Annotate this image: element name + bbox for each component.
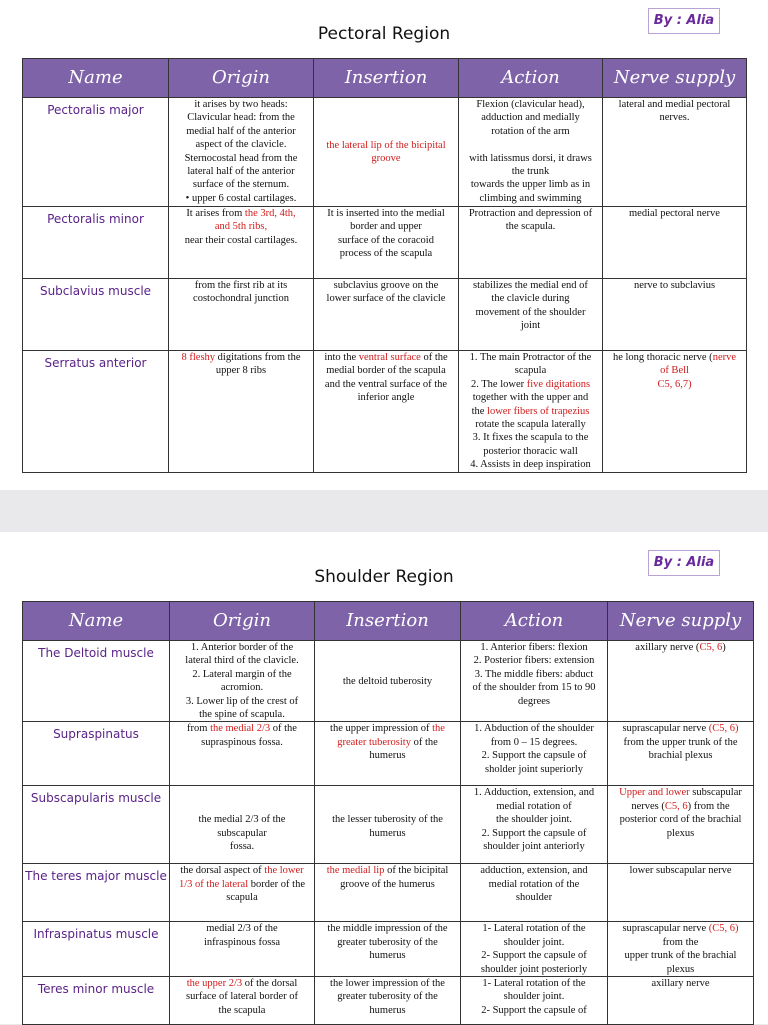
column-header-nerve: Nerve supply <box>603 59 747 98</box>
text-run: 2- Support the capsule of <box>481 950 587 962</box>
text-run: nerve to subclavius <box>633 280 716 291</box>
highlight-text: lower fibers of trapezius <box>487 405 590 417</box>
origin-cell <box>169 351 314 473</box>
text-run: the medial 2/3 of the <box>198 814 286 826</box>
highlight-text: C5, 6,7) <box>657 378 692 390</box>
text-run: adduction, extension, and <box>480 865 588 877</box>
text-run: the middle impression of the <box>327 923 448 935</box>
text-run: 3. The middle fibers: abduct <box>474 668 594 680</box>
text-run: 2. Support the capsule of <box>481 827 587 839</box>
muscle-name: The teres major muscle <box>23 864 170 922</box>
origin-cell <box>169 98 314 207</box>
nerve-cell <box>603 98 747 207</box>
nerve-cell <box>603 279 747 351</box>
text-run: and the ventral surface of the <box>324 378 448 390</box>
author-badge: By : Alia <box>648 8 720 34</box>
text-run: 1- Lateral rotation of the <box>482 923 586 935</box>
highlight-text: the <box>432 723 445 735</box>
text-run: border of the <box>248 878 305 890</box>
text-run: of the <box>410 736 438 748</box>
table-row <box>23 207 747 279</box>
text-run: inferior angle <box>357 392 415 404</box>
text-run: ) <box>722 642 726 653</box>
muscle-name: Teres minor muscle <box>23 977 170 1025</box>
highlight-text: five digitations <box>526 378 591 390</box>
text-run: 3. Lower lip of the crest of <box>185 695 299 707</box>
shoulder-table <box>22 601 754 1025</box>
action-cell <box>459 279 603 351</box>
muscle-name: Pectoralis minor <box>23 207 169 279</box>
text-run: greater tuberosity of the <box>337 936 438 948</box>
text-run: the shoulder joint. <box>495 814 573 826</box>
highlight-text: 1/3 of the lateral <box>179 878 249 890</box>
header-row <box>23 59 747 98</box>
nerve-cell <box>608 922 754 977</box>
highlight-text: the lower <box>264 865 304 877</box>
text-run: lower subscapular nerve <box>629 865 732 877</box>
text-run: acromion. <box>220 682 264 694</box>
text-run: movement of the shoulder <box>475 306 586 318</box>
origin-cell <box>170 641 315 722</box>
text-run: border and upper <box>350 221 422 233</box>
origin-cell <box>169 279 314 351</box>
text-run: 2. The lower <box>470 378 527 390</box>
muscle-name: Supraspinatus <box>23 722 170 786</box>
table-row <box>23 641 754 722</box>
text-run: medial half of the anterior <box>186 125 296 137</box>
text-run: the upper impression of <box>330 723 433 735</box>
highlight-text: the 3rd, 4th, <box>244 208 296 219</box>
muscle-name: Infraspinatus muscle <box>23 922 170 977</box>
text-run: of the dorsal <box>242 978 298 990</box>
text-run: nerves. <box>659 112 690 124</box>
text-run: 1- Lateral rotation of the <box>482 978 586 990</box>
text-run: humerus <box>369 1004 406 1016</box>
highlight-text: the medial lip <box>326 865 385 877</box>
highlight-text: and 5th ribs, <box>214 221 268 233</box>
text-run: plexus <box>666 963 695 975</box>
text-run: 2. Lateral margin of the <box>192 668 292 680</box>
text-run: medial 2/3 of the <box>206 923 278 935</box>
column-header-origin: Origin <box>170 602 315 641</box>
highlight-text: the upper 2/3 <box>186 978 243 990</box>
highlight-text: Upper and lower <box>619 787 690 799</box>
text-run: medial border of the scapula <box>326 365 446 377</box>
text-run: scapula <box>226 892 258 904</box>
origin-cell <box>170 922 315 977</box>
text-run: medial rotation of <box>496 800 572 812</box>
highlight-text: (C5, 6) <box>708 723 739 735</box>
text-run: lateral and medial pectoral <box>618 99 731 110</box>
text-run: Sternocostal head from the <box>184 152 298 164</box>
text-run: plexus <box>666 827 695 839</box>
text-run: fossa. <box>229 841 255 853</box>
text-run: degrees <box>517 695 551 707</box>
text-run: posterior cord of the brachial <box>619 814 742 826</box>
text-run: the scapula. <box>505 221 556 233</box>
nerve-cell <box>608 786 754 864</box>
highlight-text: of Bell <box>660 365 689 377</box>
text-run: humerus <box>369 950 406 962</box>
text-run: climbing and swimming <box>479 192 582 204</box>
text-run: surface of the sternum. <box>192 179 290 191</box>
text-run: It arises from <box>186 208 245 219</box>
table-row <box>23 922 754 977</box>
column-header-action: Action <box>461 602 608 641</box>
text-run: of the bicipital <box>384 865 449 877</box>
text-run: subclavius groove on the <box>333 280 439 291</box>
text-run: of the <box>270 723 297 735</box>
table-row <box>23 98 747 207</box>
action-cell <box>459 207 603 279</box>
text-run: 1. Anterior fibers: flexion <box>480 642 588 653</box>
text-run: axillary nerve <box>651 978 710 990</box>
text-run: surface of the coracoid <box>338 234 434 246</box>
text-run: Protraction and depression of <box>468 208 593 219</box>
text-run: the trunk <box>511 166 550 178</box>
text-run: supraspinous fossa. <box>201 736 283 748</box>
action-cell <box>461 641 608 722</box>
text-run: the dorsal aspect of <box>180 865 265 877</box>
action-cell <box>459 98 603 207</box>
column-header-nerve: Nerve supply <box>608 602 754 641</box>
action-cell <box>461 786 608 864</box>
insertion-cell <box>314 351 459 473</box>
text-run: 1. Abduction of the shoulder <box>474 723 594 735</box>
text-run: joint <box>520 320 541 332</box>
text-run: from <box>187 723 211 735</box>
origin-cell <box>170 722 315 786</box>
text-run: of the <box>420 352 448 363</box>
nerve-cell <box>608 722 754 786</box>
text-run: 1. Anterior border of the <box>190 642 294 653</box>
text-run: the lesser tuberosity of the <box>332 814 443 826</box>
muscle-name: Serratus anterior <box>23 351 169 473</box>
text-run: stabilizes the medial end of <box>473 280 588 291</box>
text-run: humerus <box>369 750 406 762</box>
origin-cell <box>170 864 315 922</box>
insertion-cell <box>315 922 461 977</box>
page-pectoral <box>0 0 768 490</box>
text-run: the spine of scapula. <box>199 709 285 721</box>
text-run: shoulder joint. <box>503 991 565 1003</box>
column-header-insertion: Insertion <box>314 59 459 98</box>
column-header-action: Action <box>459 59 603 98</box>
text-run: sholder joint superiorly <box>485 763 583 775</box>
text-run: humerus <box>369 827 406 839</box>
text-run: from the upper trunk of the <box>623 736 738 748</box>
muscle-name: Subclavius muscle <box>23 279 169 351</box>
nerve-cell <box>608 864 754 922</box>
text-run: groove of the humerus <box>340 878 435 890</box>
table-row <box>23 786 754 864</box>
pectoral-table <box>22 58 747 473</box>
table-row <box>23 977 754 1025</box>
text-run: costochondral junction <box>193 293 289 305</box>
text-run: 1. The main Protractor of the <box>469 352 592 363</box>
text-run: into the <box>324 352 359 363</box>
table-row <box>23 864 754 922</box>
text-run: lateral half of the anterior <box>187 166 295 178</box>
text-run: 4. Assists in deep inspiration <box>470 459 591 471</box>
text-run: 2- Support the capsule of <box>481 1004 587 1016</box>
text-run: the deltoid tuberosity <box>342 675 433 687</box>
text-run: the lower impression of the <box>330 978 445 990</box>
text-run: Clavicular head: from the <box>187 112 295 124</box>
muscle-name: Subscapularis muscle <box>23 786 170 864</box>
text-run: digitations from the <box>215 352 301 363</box>
text-run: nerves ( <box>631 800 665 812</box>
text-run: medial rotation of the <box>488 878 580 890</box>
text-run: posterior thoracic wall <box>483 445 578 457</box>
text-run: 3. It fixes the scapula to the <box>472 432 589 444</box>
highlight-text: 8 fleshy <box>181 352 216 363</box>
text-run: upper 8 ribs <box>215 365 267 377</box>
insertion-cell <box>315 722 461 786</box>
text-run: aspect of the clavicle. <box>195 139 287 151</box>
text-run: brachial plexus <box>648 750 713 762</box>
text-run: shoulder joint. <box>503 936 565 948</box>
text-run: 1. Adduction, extension, and <box>473 787 595 799</box>
action-cell <box>461 977 608 1025</box>
highlight-text: ventral surface <box>358 352 421 363</box>
text-run: scapula <box>514 365 547 377</box>
highlight-text: greater tuberosity <box>337 736 411 748</box>
table-row <box>23 279 747 351</box>
text-run: it arises by two heads: <box>194 99 288 110</box>
text-run: from the <box>662 936 699 948</box>
insertion-cell <box>314 207 459 279</box>
text-run: of the shoulder from 15 to 90 <box>472 682 596 694</box>
text-run: rotation of the arm <box>491 125 570 137</box>
text-run: ) from the <box>687 800 730 812</box>
text-run: with latissmus dorsi, it draws <box>469 152 592 164</box>
column-header-name: Name <box>23 602 170 641</box>
column-header-origin: Origin <box>169 59 314 98</box>
text-run: from 0 – 15 degrees. <box>490 736 578 748</box>
highlight-text: (C5, 6) <box>708 923 739 935</box>
insertion-cell <box>314 279 459 351</box>
insertion-cell <box>315 977 461 1025</box>
text-run: he long thoracic nerve ( <box>612 352 713 363</box>
text-run: subscapular <box>217 827 267 839</box>
action-cell <box>461 922 608 977</box>
header-row <box>23 602 754 641</box>
author-badge: By : Alia <box>648 550 720 576</box>
nerve-cell <box>608 641 754 722</box>
muscle-name: The Deltoid muscle <box>23 641 170 722</box>
origin-cell <box>170 977 315 1025</box>
origin-cell <box>170 786 315 864</box>
action-cell <box>459 351 603 473</box>
text-run: subscapular <box>689 787 742 799</box>
text-run: shoulder joint anteriorly <box>483 841 585 853</box>
text-run: lateral third of the clavicle. <box>185 655 299 667</box>
text-run: Flexion (clavicular head), <box>476 99 585 110</box>
page-shoulder <box>0 532 768 1024</box>
text-run: surface of lateral border of <box>186 991 298 1003</box>
text-run: together with the upper and <box>472 392 589 404</box>
insertion-cell <box>315 641 461 722</box>
text-run: medial pectoral nerve <box>629 208 720 219</box>
text-run: 2. Posterior fibers: extension <box>473 655 595 667</box>
text-run: suprascapular nerve <box>622 723 709 735</box>
text-run: adduction and medially <box>481 112 580 124</box>
action-cell <box>461 864 608 922</box>
muscle-name: Pectoralis major <box>23 98 169 207</box>
text-run: suprascapular nerve <box>622 923 709 935</box>
text-run: from the first rib at its <box>194 280 288 291</box>
text-run: axillary nerve ( <box>635 642 700 653</box>
column-header-insertion: Insertion <box>315 602 461 641</box>
text-run: rotate the scapula laterally <box>475 419 586 431</box>
insertion-cell <box>314 98 459 207</box>
text-run: the clavicle during <box>491 293 570 305</box>
text-run: greater tuberosity of the <box>337 991 438 1003</box>
highlight-text: the medial 2/3 <box>210 723 271 735</box>
column-header-name: Name <box>23 59 169 98</box>
text-run: towards the upper limb as in <box>470 179 591 191</box>
text-run: near their costal cartilages. <box>184 234 298 246</box>
text-run: shoulder <box>515 892 553 904</box>
text-run: infraspinous fossa <box>203 936 281 948</box>
text-run: It is inserted into the medial <box>327 208 445 219</box>
table-row <box>23 722 754 786</box>
page-title: Pectoral Region <box>317 24 451 44</box>
text-run: shoulder joint posteriorly <box>480 963 588 975</box>
highlight-text: C5, 6 <box>664 800 688 812</box>
action-cell <box>461 722 608 786</box>
page-title: Shoulder Region <box>314 567 454 587</box>
table-row <box>23 351 747 473</box>
insertion-cell <box>315 864 461 922</box>
nerve-cell <box>608 977 754 1025</box>
insertion-cell <box>315 786 461 864</box>
text-run: the <box>471 405 488 417</box>
text-run: lower surface of the clavicle <box>326 293 446 305</box>
nerve-cell <box>603 207 747 279</box>
text-run: upper trunk of the brachial <box>624 950 737 962</box>
text-run: process of the scapula <box>339 248 433 260</box>
text-run: the scapula <box>218 1004 266 1016</box>
highlight-text: nerve <box>712 352 737 363</box>
text-run: • upper 6 costal cartilages. <box>185 192 297 204</box>
nerve-cell <box>603 351 747 473</box>
highlight-text: C5, 6 <box>699 642 723 653</box>
text-run: 2. Support the capsule of <box>481 750 587 762</box>
highlight-text: the lateral lip of the bicipital groove <box>326 139 446 164</box>
origin-cell <box>169 207 314 279</box>
